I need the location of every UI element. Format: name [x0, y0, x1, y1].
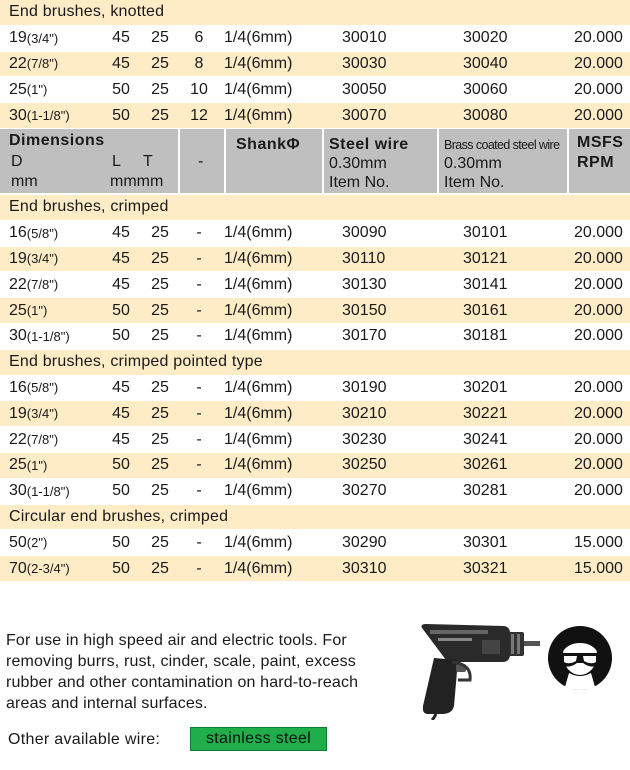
cell-rpm: 20.000 [574, 275, 623, 293]
cell-brass-item: 30301 [463, 533, 508, 551]
cell-dimension [9, 556, 70, 581]
cell-diameter-inch: (7/8") [26, 277, 59, 293]
table-row [0, 401, 630, 427]
header-brass-title: Brass coated steel wire [444, 137, 560, 152]
cell-rpm: 20.000 [574, 301, 623, 319]
section-title-row [0, 505, 630, 531]
electric-drill-icon [412, 610, 544, 720]
cell-diameter-mm: 19 [9, 29, 27, 47]
cell-shank: 1/4(6mm) [224, 275, 293, 293]
cell-shank: 1/4(6mm) [224, 224, 293, 242]
cell-dimension [9, 103, 70, 128]
cell-trim: 25 [151, 80, 169, 98]
cell-length: 50 [112, 456, 130, 474]
section-title: End brushes, knotted [9, 3, 165, 21]
cell-length: 45 [112, 249, 130, 267]
cell-dimension [9, 324, 70, 349]
cell-trim: 25 [151, 224, 169, 242]
header-rpm-label: RPM [577, 153, 615, 171]
cell-length: 50 [112, 106, 130, 124]
description-text: For use in high speed air and electric tools. For removing burrs, rust, cinder, scale, paint, excess rubber and other contamination on hard-to-reach areas and internal surfaces. [6, 632, 359, 712]
cell-rpm: 20.000 [574, 224, 623, 242]
cell-rpm: 20.000 [574, 378, 623, 396]
cell-brass-item: 30221 [463, 404, 508, 422]
cell-diameter-mm: 25 [9, 80, 27, 98]
section-title: Circular end brushes, crimped [9, 507, 229, 525]
cell-steel-item: 30250 [342, 456, 387, 474]
cell-rpm: 20.000 [574, 106, 623, 124]
cell-dimension [9, 427, 58, 452]
cell-trim: 25 [151, 327, 169, 345]
cell-diameter-mm: 25 [9, 301, 27, 319]
cell-rpm: 20.000 [574, 249, 623, 267]
section-circular-crimped [0, 505, 630, 582]
cell-diameter-inch: (1") [26, 457, 48, 473]
header-brass-item: Item No. [444, 173, 505, 191]
cell-trim: 25 [151, 482, 169, 500]
cell-length: 45 [112, 275, 130, 293]
cell-trim: 25 [151, 533, 169, 551]
cell-diameter-inch: (1") [26, 303, 48, 319]
cell-knots: - [196, 533, 202, 551]
cell-rpm: 20.000 [574, 482, 623, 500]
section-crimped-pointed [0, 350, 630, 505]
cell-diameter-inch: (7/8") [26, 56, 59, 72]
header-rpm [569, 129, 630, 193]
cell-shank: 1/4(6mm) [224, 430, 293, 448]
cell-length: 45 [112, 404, 130, 422]
header-steel-wire [324, 129, 439, 193]
cell-shank: 1/4(6mm) [224, 404, 293, 422]
cell-steel-item: 30030 [342, 54, 387, 72]
cell-knots: - [196, 404, 202, 422]
cell-rpm: 20.000 [574, 430, 623, 448]
cell-trim: 25 [151, 378, 169, 396]
cell-length: 50 [112, 327, 130, 345]
header-l: L [112, 152, 121, 170]
header-shank-label: ShankΦ [236, 135, 301, 153]
table-row [0, 221, 630, 247]
cell-diameter-mm: 30 [9, 482, 27, 500]
cell-steel-item: 30130 [342, 275, 387, 293]
cell-length: 50 [112, 301, 130, 319]
cell-diameter-mm: 19 [9, 404, 27, 422]
section-title-row [0, 195, 630, 221]
cell-diameter-mm: 70 [9, 559, 27, 577]
cell-knots: - [196, 559, 202, 577]
table-row [0, 530, 630, 556]
cell-brass-item: 30020 [463, 29, 508, 47]
cell-brass-item: 30281 [463, 482, 508, 500]
cell-brass-item: 30201 [463, 378, 508, 396]
table-row [0, 427, 630, 453]
cell-length: 45 [112, 54, 130, 72]
cell-brass-item: 30101 [463, 224, 508, 242]
cell-length: 45 [112, 430, 130, 448]
cell-steel-item: 30310 [342, 559, 387, 577]
cell-rpm: 15.000 [574, 559, 623, 577]
cell-dimension [9, 77, 47, 102]
table-row [0, 453, 630, 479]
cell-length: 45 [112, 224, 130, 242]
cell-steel-item: 30150 [342, 301, 387, 319]
cell-shank: 1/4(6mm) [224, 80, 293, 98]
cell-knots: - [196, 430, 202, 448]
cell-knots: - [196, 327, 202, 345]
cell-rpm: 20.000 [574, 456, 623, 474]
cell-knots: - [196, 224, 202, 242]
header-dimensions-label: Dimensions [9, 131, 105, 149]
header-d: D [11, 152, 23, 170]
safety-goggles-icon [547, 625, 613, 691]
header-msfs: MSFS [577, 133, 624, 151]
cell-shank: 1/4(6mm) [224, 378, 293, 396]
cell-diameter-inch: (5/8") [26, 380, 59, 396]
cell-trim: 25 [151, 249, 169, 267]
cell-shank: 1/4(6mm) [224, 456, 293, 474]
cell-shank: 1/4(6mm) [224, 559, 293, 577]
cell-length: 50 [112, 80, 130, 98]
cell-steel-item: 30290 [342, 533, 387, 551]
cell-diameter-inch: (1-1/8") [26, 328, 70, 344]
cell-trim: 25 [151, 559, 169, 577]
cell-shank: 1/4(6mm) [224, 533, 293, 551]
cell-length: 45 [112, 378, 130, 396]
cell-diameter-inch: (3/4") [26, 406, 59, 422]
header-mmmm: mmmm [110, 172, 164, 190]
cell-diameter-inch: (1-1/8") [26, 483, 70, 499]
table-header [0, 129, 630, 195]
cell-knots: - [196, 275, 202, 293]
cell-dimension [9, 52, 58, 77]
cell-brass-item: 30321 [463, 559, 508, 577]
cell-diameter-mm: 16 [9, 224, 27, 242]
cell-steel-item: 30170 [342, 327, 387, 345]
cell-diameter-mm: 22 [9, 275, 27, 293]
cell-knots: - [196, 482, 202, 500]
cell-steel-item: 30110 [342, 249, 386, 267]
cell-dimension [9, 221, 58, 246]
cell-knots: - [196, 378, 202, 396]
header-steel-title: Steel wire [329, 135, 409, 153]
cell-dimension [9, 453, 47, 478]
table-row [0, 103, 630, 129]
header-knots [180, 129, 226, 193]
cell-rpm: 20.000 [574, 404, 623, 422]
wire-option-badge: stainless steel [190, 727, 327, 751]
cell-length: 50 [112, 482, 130, 500]
cell-diameter-inch: (2-3/4") [26, 561, 70, 577]
cell-diameter-inch: (5/8") [26, 225, 59, 241]
header-steel-item: Item No. [329, 173, 390, 191]
section-title: End brushes, crimped pointed type [9, 353, 263, 371]
cell-diameter-mm: 22 [9, 430, 27, 448]
cell-brass-item: 30181 [463, 327, 508, 345]
cell-steel-item: 30090 [342, 224, 387, 242]
cell-dimension [9, 530, 47, 555]
cell-rpm: 20.000 [574, 80, 623, 98]
cell-shank: 1/4(6mm) [224, 301, 293, 319]
cell-trim: 25 [151, 54, 169, 72]
table-row [0, 77, 630, 103]
cell-diameter-inch: (2") [26, 535, 48, 551]
product-info [0, 600, 630, 770]
cell-diameter-inch: (1") [26, 82, 48, 98]
cell-trim: 25 [151, 106, 169, 124]
cell-dimension [9, 376, 58, 401]
cell-diameter-inch: (3/4") [26, 30, 59, 46]
header-shank [226, 129, 324, 193]
cell-steel-item: 30050 [342, 80, 387, 98]
cell-length: 50 [112, 559, 130, 577]
cell-brass-item: 30261 [463, 456, 508, 474]
cell-diameter-mm: 30 [9, 327, 27, 345]
cell-diameter-inch: (1-1/8") [26, 108, 70, 124]
header-mm: mm [11, 172, 38, 190]
cell-steel-item: 30230 [342, 430, 387, 448]
cell-knots: 8 [194, 54, 204, 72]
table-row [0, 26, 630, 52]
cell-shank: 1/4(6mm) [224, 327, 293, 345]
cell-diameter-mm: 25 [9, 456, 27, 474]
section-knotted [0, 0, 630, 129]
cell-diameter-inch: (7/8") [26, 432, 59, 448]
cell-dimension [9, 479, 70, 504]
header-steel-size: 0.30mm [329, 154, 387, 172]
cell-shank: 1/4(6mm) [224, 106, 293, 124]
cell-brass-item: 30141 [463, 275, 508, 293]
cell-knots: 10 [190, 80, 208, 98]
cell-steel-item: 30010 [342, 29, 387, 47]
cell-dimension [9, 401, 58, 426]
cell-steel-item: 30070 [342, 106, 387, 124]
cell-brass-item: 30121 [463, 249, 508, 267]
cell-knots: 12 [190, 106, 208, 124]
header-brass-size: 0.30mm [444, 154, 502, 172]
cell-shank: 1/4(6mm) [224, 482, 293, 500]
cell-trim: 25 [151, 275, 169, 293]
cell-trim: 25 [151, 430, 169, 448]
cell-trim: 25 [151, 301, 169, 319]
header-t: T [143, 152, 153, 170]
cell-knots: - [196, 301, 202, 319]
cell-diameter-mm: 30 [9, 106, 27, 124]
cell-brass-item: 30060 [463, 80, 508, 98]
cell-brass-item: 30040 [463, 54, 508, 72]
cell-knots: - [196, 249, 202, 267]
cell-knots: 6 [194, 29, 204, 47]
cell-length: 50 [112, 533, 130, 551]
cell-diameter-mm: 50 [9, 533, 27, 551]
cell-steel-item: 30210 [342, 404, 387, 422]
cell-dimension [9, 26, 58, 51]
header-brass-wire [439, 129, 569, 193]
section-title: End brushes, crimped [9, 198, 169, 216]
section-title-row [0, 0, 630, 26]
cell-brass-item: 30161 [463, 301, 508, 319]
cell-shank: 1/4(6mm) [224, 249, 293, 267]
header-dimensions [0, 129, 180, 193]
table-row [0, 298, 630, 324]
cell-shank: 1/4(6mm) [224, 29, 293, 47]
header-dash: - [198, 152, 204, 170]
cell-diameter-mm: 22 [9, 54, 27, 72]
table-row [0, 479, 630, 505]
cell-rpm: 15.000 [574, 533, 623, 551]
table-row [0, 376, 630, 402]
cell-diameter-mm: 16 [9, 378, 27, 396]
table-row [0, 247, 630, 273]
table-row [0, 324, 630, 350]
cell-trim: 25 [151, 456, 169, 474]
cell-rpm: 20.000 [574, 29, 623, 47]
cell-length: 45 [112, 29, 130, 47]
cell-dimension [9, 272, 58, 297]
section-crimped [0, 195, 630, 350]
other-wire-label: Other available wire: [8, 731, 161, 748]
cell-dimension [9, 298, 47, 323]
cell-shank: 1/4(6mm) [224, 54, 293, 72]
cell-rpm: 20.000 [574, 327, 623, 345]
table-row [0, 52, 630, 78]
cell-rpm: 20.000 [574, 54, 623, 72]
cell-diameter-inch: (3/4") [26, 251, 59, 267]
cell-knots: - [196, 456, 202, 474]
cell-trim: 25 [151, 29, 169, 47]
section-title-row [0, 350, 630, 376]
table-row [0, 556, 630, 582]
cell-brass-item: 30241 [463, 430, 508, 448]
cell-diameter-mm: 19 [9, 249, 27, 267]
cell-steel-item: 30270 [342, 482, 387, 500]
cell-brass-item: 30080 [463, 106, 508, 124]
table-row [0, 272, 630, 298]
cell-steel-item: 30190 [342, 378, 387, 396]
cell-dimension [9, 247, 58, 272]
cell-trim: 25 [151, 404, 169, 422]
